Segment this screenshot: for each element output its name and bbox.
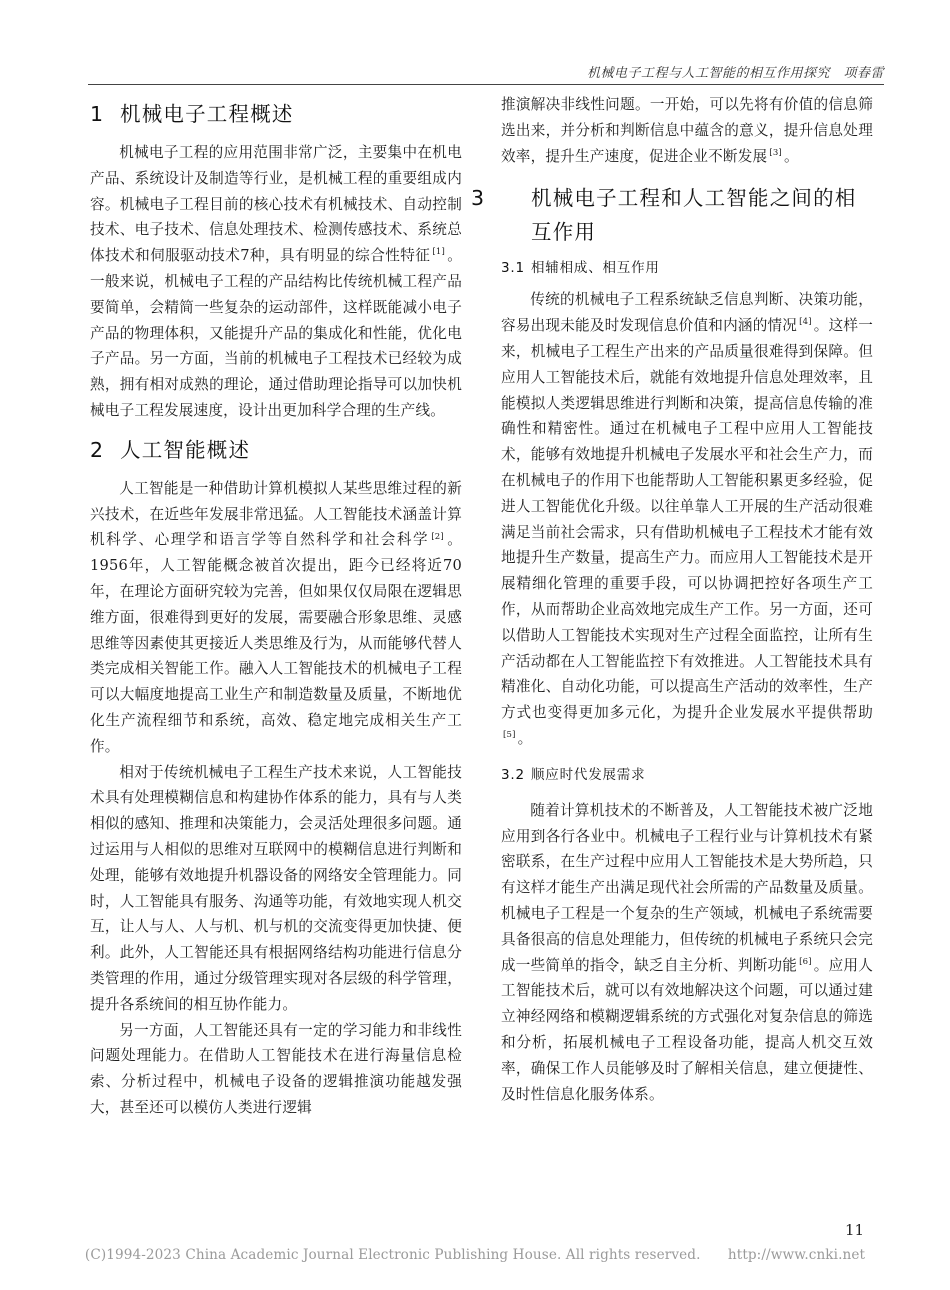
- section-2-paragraph-2: 相对于传统机械电子工程生产技术来说，人工智能技术具有处理模糊信息和构建协作体系的能力，具有与人类相似的感知、推理和决策能力，会灵活处理很多问题。通过运用与人相似的思维对互联网中的模糊信息进行判断和处理，能够有效地提升机器设备的网络安全管理能力。同时，人工智能具有服务、沟通等功能，有效地实现人机交互，让人与人、人与机、机与机的交流变得更加快捷、便利。此外，人工智能还具有根据网络结构功能进行信息分类管理的作用，通过分级管理实现对各层级的科学管理，提升各系统间的相互协作能力。: [90, 763, 462, 1013]
- section-3-heading: [471, 181, 873, 249]
- section-3-title: 机械电子工程和人工智能之间的相互作用: [531, 186, 857, 245]
- text-run: 传统的机械电子工程系统缺乏信息判断、决策功能，容易出现未能及时发现信息价值和内涵的情况: [501, 291, 873, 335]
- subsection-3-1-title: 相辅相成、相互作用: [531, 260, 660, 277]
- section-2-heading: [90, 434, 462, 466]
- section-2-number: 2: [90, 437, 105, 462]
- text-run: 。一般来说，机械电子工程的产品结构比传统机械工程产品要简单，会精简一些复杂的运动部件，这样既能减小电子产品的物理体积，又能提升产品的集成化和性能，优化电子产品。另一方面，当前的机械电子工程技术已经较为成熟，拥有相对成熟的理论，通过借助理论指导可以加快机械电子工程发展速度，设计出更加科学合理的生产线。: [90, 247, 462, 419]
- citation[interactable]: [2]: [431, 531, 444, 542]
- subsection-3-2-title: 顺应时代发展需求: [531, 766, 646, 783]
- section-2-paragraph-1: [90, 476, 462, 760]
- text-run: 。: [783, 147, 799, 165]
- section-2-paragraph-3-continued: [501, 92, 873, 169]
- section-1-title: 机械电子工程概述: [120, 102, 294, 126]
- section-1-heading: [90, 98, 462, 130]
- text-run: 。应用人工智能技术后，就可以有效地解决这个问题，可以通过建立神经网络和模糊逻辑系统的方式强化对复杂信息的筛选和分析，拓展机械电子工程设备功能，提高人机交互效率，确保工作人员能够及时了解相关信息，建立便捷性、及时性信息化服务体系。: [501, 956, 873, 1103]
- right-column: [471, 92, 873, 1107]
- text-run: 随着计算机技术的不断普及，人工智能技术被广泛地应用到各行各业中。机械电子工程行业与计算机技术有紧密联系，在生产过程中应用人工智能技术是大势所趋，只有这样才能生产出满足现代社会所需的产品数量及质量。机械电子工程是一个复杂的生产领域，机械电子系统需要具备很高的信息处理能力，但传统的机械电子系统只会完成一些简单的指令，缺乏自主分析、判断功能: [501, 801, 873, 974]
- text-run: 推演解决非线性问题。一开始，可以先将有价值的信息筛选出来，并分析和判断信息中蕴含的意义，提升信息处理效率，提升生产速度，促进企业不断发展: [501, 96, 873, 165]
- subsection-3-1-heading: [501, 255, 873, 281]
- text-run: 。: [517, 729, 533, 747]
- subsection-3-2-paragraph: [501, 798, 873, 1108]
- subsection-3-1-paragraph: [501, 287, 873, 751]
- section-3-number: 3: [471, 186, 486, 211]
- text-run: 。这样一来，机械电子工程生产出来的产品质量很难得到保障。但应用人工智能技术后，就能有效地提升信息处理效率，且能模拟人类逻辑思维进行判断和决策，提高信息传输的准确性和精密性。通过在机械电子工程中应用人工智能技术，能够有效地提升机械电子发展水平和社会生产力，而在机械电子的作用下也能帮助人工智能积累更多经验，促进人工智能优化升级。以往单靠人工开展的生产活动很难满足当前社会需求，只有借助机械电子工程技术才能有效地提升生产数量，提高生产力。而应用人工智能技术是开展精细化管理的重要手段，可以协调把控好各项生产工作，从而帮助企业高效地完成生产工作。另一方面，还可以借助人工智能技术实现对生产过程全面监控，让所有生产活动都在人工智能监控下有效推进。人工智能技术具有精准化、自动化功能，可以提高生产活动的效率性，生产方式也变得更加多元化，为提升企业发展水平提供帮助: [501, 317, 873, 722]
- citation[interactable]: [3]: [769, 147, 782, 158]
- header-rule: [88, 84, 884, 85]
- section-1-number: 1: [90, 102, 105, 126]
- citation[interactable]: [5]: [503, 730, 516, 741]
- section-2-paragraph-3: 另一方面，人工智能还具有一定的学习能力和非线性问题处理能力。在借助人工智能技术在进行海量信息检索、分析过程中，机械电子设备的逻辑推演功能越发强大，甚至还可以模仿人类进行逻辑: [90, 1021, 462, 1116]
- citation[interactable]: [6]: [799, 956, 812, 967]
- text-run: 。1956年，人工智能概念被首次提出，距今已经将近70年，在理论方面研究较为完善，但如果仅仅局限在逻辑思维方面，很难得到更好的发展，需要融合形象思维、灵感思维等因素使其更接近人类思维及行为，从而能够代替人类完成相关智能工作。融入人工智能技术的机械电子工程可以大幅度地提高工业生产和制造数量及质量，不断地优化生产流程细节和系统，高效、稳定地完成相关生产工作。: [90, 531, 462, 755]
- text-run: 机械电子工程的应用范围非常广泛，主要集中在机电产品、系统设计及制造等行业，是机械工程的重要组成内容。机械电子工程目前的核心技术有机械技术、自动控制技术、电子技术、信息处理技术、检测传感技术、系统总体技术和伺服驱动技术7种，具有明显的综合性特征: [90, 144, 462, 265]
- section-2-title: 人工智能概述: [120, 437, 251, 462]
- page-number: 11: [845, 1221, 865, 1239]
- text-run: 人工智能是一种借助计算机模拟人某些思维过程的新兴技术，在近些年发展非常迅猛。人工智能技术涵盖计算机科学、心理学和语言学等自然科学和社会科学: [90, 479, 462, 549]
- citation[interactable]: [1]: [432, 247, 445, 258]
- subsection-3-1-number: 3.1: [501, 260, 525, 277]
- citation[interactable]: [4]: [799, 317, 812, 328]
- left-column: [90, 92, 462, 1121]
- running-header: 机械电子工程与人工智能的相互作用探究 项春雷: [586, 66, 884, 81]
- subsection-3-2-heading: [501, 762, 873, 788]
- section-1-paragraph: [90, 140, 462, 424]
- subsection-3-2-number: 3.2: [501, 766, 525, 783]
- copyright-notice: (C)1994-2023 China Academic Journal Electronic Publishing House. All rights reserved. http://www.cnki.net: [84, 1247, 866, 1263]
